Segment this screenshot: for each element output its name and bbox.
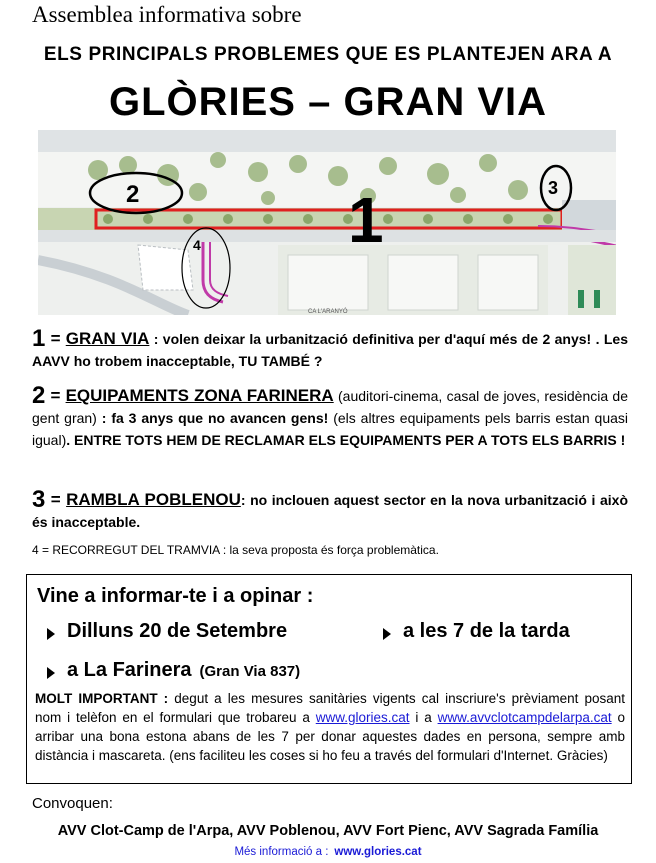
meeting-box: [26, 574, 632, 784]
meeting-place: [67, 659, 300, 682]
convoquen-label: Convoquen:: [32, 795, 113, 812]
map-label-1: 1: [348, 184, 384, 256]
item-title: RAMBLA POBLENOU: [66, 490, 241, 509]
organizers: AVV Clot-Camp de l'Arpa, AVV Poblenou, AVV Fort Pienc, AVV Sagrada Família: [57, 823, 599, 839]
page-title: GLÒRIES – GRAN VIA: [108, 80, 548, 124]
arrow-right-icon: [47, 628, 55, 640]
important-text: o arribar una bona estona abans de les 7 per donar aquestes dades en persona, sempre amb distància i mascareta. (ens faciliteu les coses si ho feu a través del formulari d'Internet. Gràcies): [35, 710, 626, 763]
link-glories[interactable]: www.glories.cat: [315, 710, 410, 725]
item-text: : no inclouen aquest sector en la nova urbanització i això és inacceptable.: [32, 492, 629, 530]
meeting-date: Dilluns 20 de Setembre: [67, 620, 288, 642]
arrow-right-icon: [47, 667, 55, 679]
item-title: EQUIPAMENTS ZONA FARINERA: [65, 386, 334, 405]
item-text: . ENTRE TOTS HEM DE RECLAMAR ELS EQUIPAMENTS PER A TOTS ELS BARRIS !: [66, 432, 626, 448]
map-label-3: 3: [548, 178, 559, 198]
item-number: 3: [32, 486, 46, 513]
item-equals: =: [45, 490, 67, 509]
arrow-right-icon: [383, 628, 391, 640]
item-equipaments: [32, 382, 629, 451]
more-info-link[interactable]: www.glories.cat: [334, 846, 422, 858]
link-avv-clot[interactable]: www.avvclotcampdelarpa.cat: [437, 710, 612, 725]
important-label: MOLT IMPORTANT :: [35, 691, 169, 706]
meeting-heading: Vine a informar-te i a opinar :: [37, 585, 314, 607]
map-image: [38, 130, 616, 315]
item-number: 1: [32, 325, 46, 352]
item-equals: =: [45, 386, 66, 405]
item-gran-via: [32, 325, 629, 372]
important-text: degut a les mesures sanitàries vigents cal inscriure's prèviament posant nom i telèfon en el formulari que trobareu a: [35, 691, 625, 725]
item-title: GRAN VIA: [65, 329, 150, 348]
subtitle: Assemblea informativa sobre: [32, 2, 302, 27]
item-tramvia: 4 = RECORREGUT DEL TRAMVIA : la seva proposta és força problemàtica.: [32, 543, 439, 557]
map-label-2: 2: [126, 181, 140, 208]
important-sep: i a: [409, 710, 438, 725]
item-equals: =: [45, 329, 66, 348]
meeting-address: (Gran Via 837): [199, 663, 301, 680]
item-note: (els altres equipaments pels barris estan quasi igual): [32, 410, 628, 448]
headline: ELS PRINCIPALS PROBLEMES QUE ES PLANTEJEN ARA A: [43, 44, 613, 65]
item-rambla: [32, 486, 629, 533]
map-label-4: 4: [193, 237, 201, 253]
item-text: : fa 3 anys que no avancen gens!: [101, 410, 329, 426]
important-notice: [35, 689, 625, 765]
map-street-label: CA L'ARANYÓ: [308, 309, 348, 315]
more-info: [0, 846, 656, 858]
item-text: : volen deixar la urbanització definitiva per d'aquí més de 2 anys! . Les AAVV ho trobem inacceptable, TU TAMBÉ ?: [32, 331, 629, 369]
meeting-place-name: a La Farinera: [67, 659, 192, 681]
item-number: 2: [32, 382, 46, 409]
meeting-time: a les 7 de la tarda: [403, 620, 570, 642]
item-note: (auditori-cinema, casal de joves, residència de gent gran): [32, 388, 629, 426]
more-info-label: Més informació a :: [234, 846, 329, 858]
